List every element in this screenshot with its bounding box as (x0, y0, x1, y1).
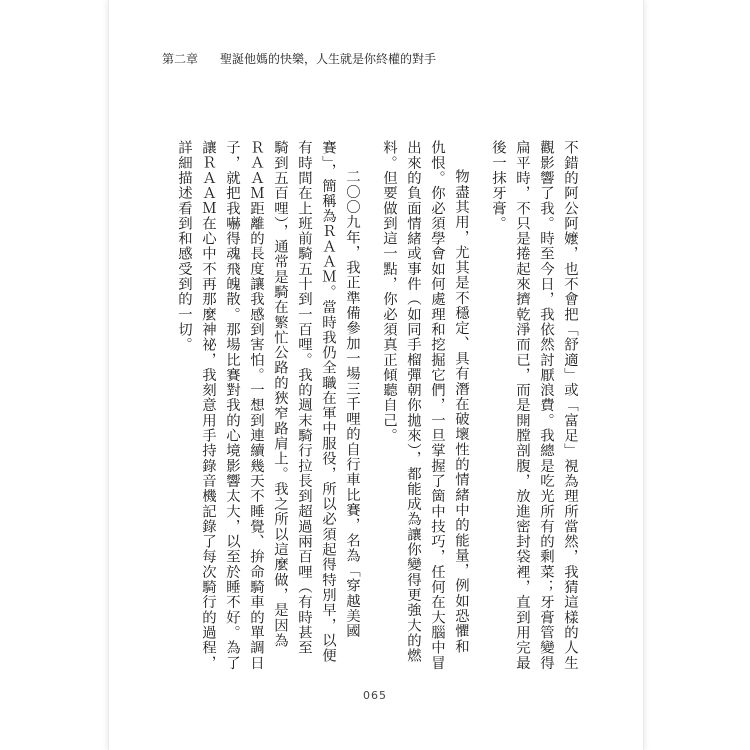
text-column-16: 詳細描述看到和感受到的一切。 (176, 140, 192, 353)
text-column-15: 讓ＲＡＡＭ在心中不再那麼神祕，我刻意用手持錄音機記錄了每次騎行的過程， (200, 140, 216, 671)
text-column-9: 二〇〇九年，我正準備參加一場三千哩的自行車比賽，名為「穿越美國 (344, 169, 360, 639)
text-column-13: ＲＡＡＭ距離的長度讓我感到害怕。一想到連續幾天不睡覺、拚命騎車的單調日 (248, 140, 264, 671)
text-column-8: 料。但要做到這一點，你必須真正傾聽自己。 (381, 140, 397, 443)
text-column-7: 出來的負面情緒或事件（如同手榴彈朝你拋來），都能成為讓你變得更強大的燃 (405, 140, 421, 664)
text-column-3: 扁平時，不只是捲起來擠乾淨而已，而是開膛剖腹，放進密封袋裡，直到用完最 (514, 140, 530, 671)
chapter-label: 第二章 (162, 51, 199, 66)
text-column-10: 賽」，簡稱為ＲＡＡＭ。當時我仍全職在軍中服役，所以必須起得特別早，以便 (320, 140, 336, 664)
text-column-2: 觀影響了我。時至今日，我依然討厭浪費。我總是吃光所有的剩菜；牙膏管變得 (538, 140, 554, 671)
vertical-body-text (162, 140, 582, 671)
running-head (162, 50, 436, 66)
text-column-5: 物盡其用，尤其是不穩定、具有潛在破壞性的情緒中的能量，例如恐懼和 (453, 169, 469, 654)
text-column-12: 騎到五百哩），通常是騎在繁忙公路的狹窄路肩上。我之所以這麼做，是因為 (272, 140, 288, 648)
text-column-14: 子，就把我嚇得魂飛魄散。那場比賽對我的心境影響太大，以至於睡不好。為了 (224, 140, 240, 671)
chapter-title: 聖誕他媽的快樂，人生就是你終權的對手 (220, 51, 437, 66)
text-column-1: 不錯的阿公阿嬤，也不會把「舒適」或「富足」視為理所當然，我猜這樣的人生 (562, 140, 578, 671)
text-column-6: 仇恨。你必須學會如何處理和挖掘它們，一旦掌握了箇中技巧，任何在大腦中冒 (429, 140, 445, 671)
text-column-11: 有時間在上班前騎五十到一百哩。我的週末騎行拉長到超過兩百哩（有時甚至 (296, 140, 312, 656)
text-column-4: 後一抹牙膏。 (490, 140, 506, 231)
page-number: 065 (363, 689, 387, 702)
